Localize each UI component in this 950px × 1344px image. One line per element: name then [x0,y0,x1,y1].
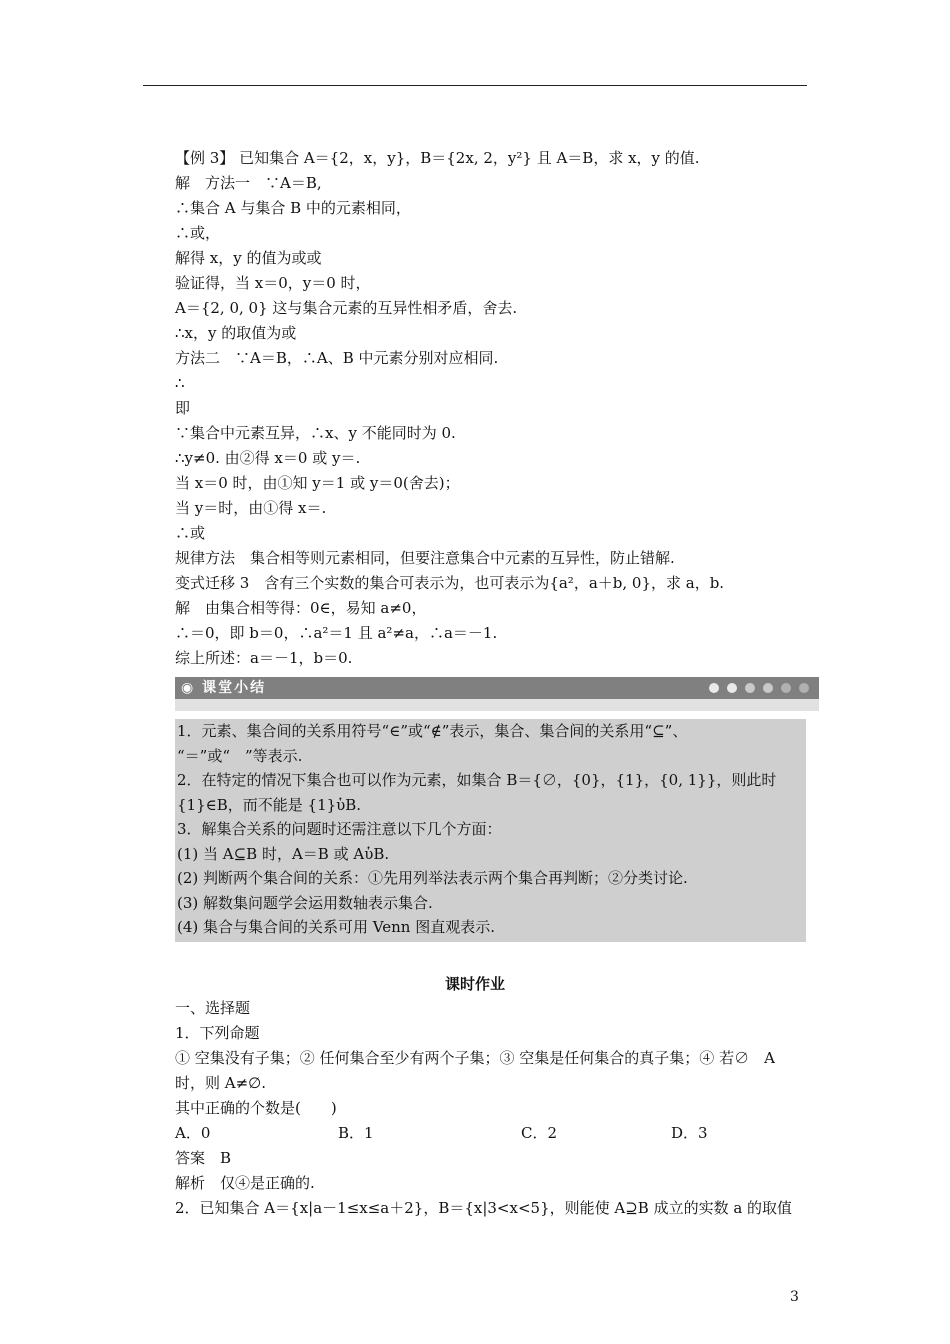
question-line: 时，则 A≠∅. [175,1074,267,1092]
summary-line: 1．元素、集合间的关系用符号“∈”或“∉”表示，集合、集合间的关系用“⊆”、 [177,722,688,740]
dot-icon [763,683,773,693]
question-prompt: 其中正确的个数是( ) [175,1099,337,1117]
example-line: 验证得，当 x＝0，y＝0 时， [175,274,371,292]
dot-icon [709,683,719,693]
question-title: 1．下列命题 [175,1024,260,1042]
option-a: A．0 [175,1124,211,1142]
question-line: ① 空集没有子集；② 任何集合至少有两个子集；③ 空集是任何集合的真子集；④ 若∅ A [175,1049,775,1067]
summary-line: (3) 解数集问题学会运用数轴表示集合. [177,893,433,912]
example-line: ∴或 [175,524,206,542]
summary-box [175,719,806,942]
header-rule [143,85,807,86]
homework-section [175,996,815,1221]
example-line: 【例 3】 已知集合 A＝{2，x，y}，B＝{2x, 2，y²} 且 A＝B，求 x，y 的值. [175,149,700,167]
example-line: ∴＝0，即 b＝0，∴a²＝1 且 a²≠a，∴a＝－1. [175,624,498,642]
section-title: 一、选择题 [175,999,251,1017]
example-line: ∴y≠0. 由②得 x＝0 或 y＝. [175,449,361,467]
summary-line: (1) 当 A⊆B 时，A＝B 或 AὑB. [177,844,390,863]
decorative-dots [709,683,809,693]
summary-title: ◉ 课堂小结 [181,680,267,696]
dot-icon [781,683,791,693]
option-b: B．1 [338,1124,374,1142]
example-line: 方法二 ∵A＝B，∴A、B 中元素分别对应相同. [175,349,499,367]
option-d: D．3 [671,1124,708,1142]
analysis-line: 解析 仅④是正确的. [175,1174,315,1192]
example-line: ∵集合中元素互异，∴x、y 不能同时为 0. [175,424,456,442]
option-c: C．2 [521,1124,558,1142]
summary-line: {1}∈B，而不能是 {1}ὑB. [177,795,362,814]
example-line: 即 [175,399,191,417]
options-row [175,1121,815,1146]
summary-line: (2) 判断两个集合间的关系：①先用列举法表示两个集合再判断；②分类讨论. [177,869,688,887]
summary-header-strip [175,699,819,711]
example-line: A＝{2, 0, 0} 这与集合元素的互异性相矛盾，舍去. [175,299,518,317]
example-line: 综上所述：a＝－1，b＝0. [175,649,353,667]
dot-icon [799,683,809,693]
example-line: 当 y＝时，由①得 x＝. [175,499,327,517]
example-line: 解 由集合相等得：0∈，易知 a≠0， [175,599,427,617]
summary-header-bar [175,677,819,699]
example-line: ∴或， [175,224,221,242]
summary-line: 3．解集合关系的问题时还需注意以下几个方面： [177,820,502,838]
example-line: 当 x＝0 时，由①知 y＝1 或 y＝0(舍去)； [175,474,460,492]
homework-heading: 课时作业 [444,975,505,993]
summary-line: 2．在特定的情况下集合也可以作为元素，如集合 B＝{∅，{0}，{1}，{0, 1}}，则此时 [177,771,777,789]
dot-icon [745,683,755,693]
example-line: 规律方法 集合相等则元素相同，但要注意集合中元素的互异性，防止错解. [175,549,675,567]
example-line: 解 方法一 ∵A＝B, [175,174,322,192]
example-line: ∴ [175,374,185,392]
summary-line: (4) 集合与集合间的关系可用 Venn 图直观表示. [177,918,495,936]
page-number: 3 [790,1289,799,1305]
example-line: ∴x，y 的取值为或 [175,324,297,342]
example-line: 解得 x，y 的值为或或 [175,249,322,267]
summary-line: “＝”或“ ”等表示. [177,746,303,765]
dot-icon [727,683,737,693]
answer-line: 答案 B [175,1149,232,1167]
question-line: 2．已知集合 A＝{x|a－1≤x≤a＋2}，B＝{x|3<x<5}，则能使 A⊇B 成立的实数 a 的取值 [175,1199,793,1217]
example-section [175,146,815,671]
example-line: ∴集合 A 与集合 B 中的元素相同， [175,199,411,217]
example-line: 变式迁移 3 含有三个实数的集合可表示为，也可表示为{a²，a＋b, 0}，求 a，b. [175,574,725,592]
